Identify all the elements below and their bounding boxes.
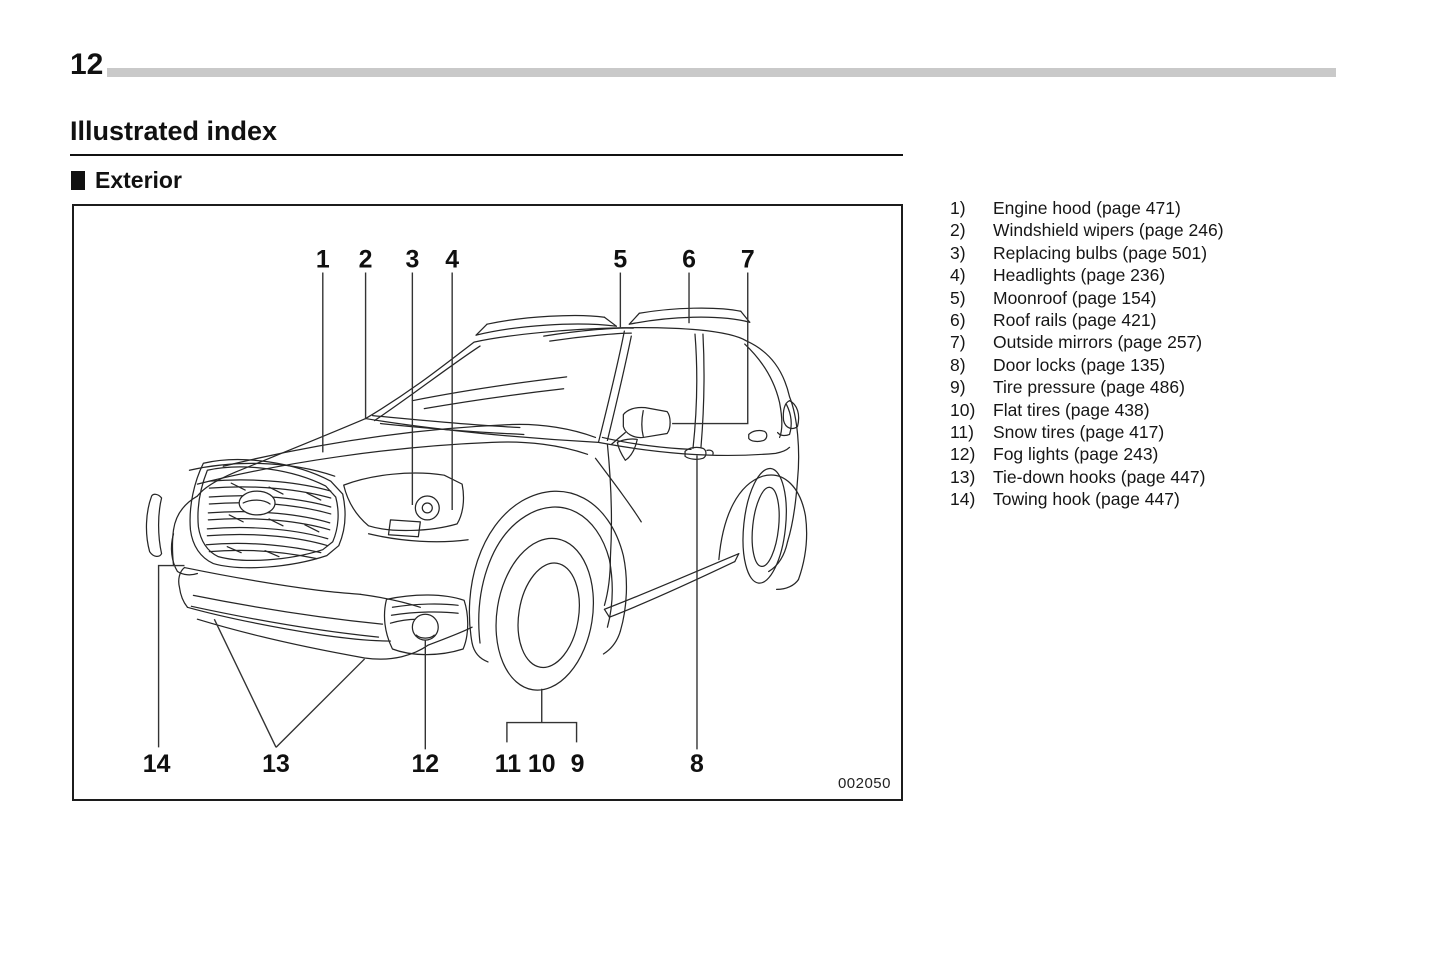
- callout-number: 7: [740, 246, 755, 274]
- callout-number: 6: [682, 246, 696, 274]
- parts-list: [950, 197, 1224, 511]
- part-number: 9): [950, 377, 966, 398]
- list-item: [950, 466, 1224, 488]
- part-label: Door locks (page 135): [993, 354, 1166, 375]
- header-bar: [107, 68, 1336, 77]
- list-item: [950, 242, 1224, 264]
- part-label: Tie-down hooks (page 447): [993, 466, 1206, 487]
- figure-code: 002050: [837, 775, 891, 792]
- list-item: [950, 287, 1224, 309]
- part-label: Moonroof (page 154): [993, 287, 1157, 308]
- list-item: [950, 197, 1224, 219]
- part-number: 8): [950, 354, 966, 375]
- list-item: [950, 354, 1224, 376]
- part-number: 11): [950, 422, 974, 443]
- callout-number: 1: [315, 246, 330, 274]
- figure-box: [72, 204, 903, 801]
- part-label: Fog lights (page 243): [993, 444, 1159, 465]
- list-item: [950, 331, 1224, 353]
- callout-number: 9: [570, 751, 585, 779]
- section-square-icon: [71, 171, 85, 190]
- callout-number: 14: [142, 751, 171, 779]
- part-label: Headlights (page 236): [993, 265, 1166, 286]
- part-number: 12): [950, 444, 976, 465]
- part-label: Outside mirrors (page 257): [993, 332, 1203, 353]
- part-number: 14): [950, 489, 976, 510]
- callout-number: 12: [411, 751, 440, 779]
- part-number: 6): [950, 310, 966, 331]
- car-line-art: [146, 308, 806, 697]
- part-number: 2): [950, 220, 966, 241]
- part-number: 5): [950, 287, 966, 308]
- callout-number: 11: [494, 751, 522, 779]
- part-label: Replacing bulbs (page 501): [993, 242, 1208, 263]
- list-item: [950, 443, 1224, 465]
- part-number: 3): [950, 242, 966, 263]
- section-heading: [71, 167, 182, 194]
- callout-numbers: [143, 247, 755, 779]
- car-exterior-diagram: [74, 206, 901, 799]
- list-item: [950, 488, 1224, 510]
- list-item: [950, 264, 1224, 286]
- part-number: 13): [950, 466, 976, 487]
- page-number: 12: [70, 48, 104, 81]
- callout-number: 4: [445, 246, 460, 274]
- part-label: Tire pressure (page 486): [993, 377, 1185, 398]
- page-title: Illustrated index: [70, 116, 903, 156]
- part-label: Engine hood (page 471): [993, 198, 1181, 218]
- part-label: Towing hook (page 447): [993, 489, 1180, 510]
- list-item: [950, 421, 1224, 443]
- list-item: [950, 219, 1224, 241]
- callout-number: 3: [405, 246, 420, 274]
- callout-number: 8: [690, 751, 704, 779]
- part-label: Windshield wipers (page 246): [993, 220, 1224, 241]
- callout-number: 2: [358, 246, 373, 274]
- part-number: 7): [950, 332, 966, 353]
- list-item: [950, 376, 1224, 398]
- callout-number: 13: [262, 751, 290, 779]
- list-item: [950, 399, 1224, 421]
- section-label: Exterior: [95, 167, 182, 193]
- part-number: 4): [950, 265, 966, 286]
- part-number: 1): [950, 198, 966, 218]
- callout-number: 10: [527, 751, 556, 779]
- part-label: Flat tires (page 438): [993, 399, 1150, 420]
- part-label: Snow tires (page 417): [993, 422, 1165, 443]
- list-item: [950, 309, 1224, 331]
- part-label: Roof rails (page 421): [993, 310, 1157, 331]
- part-number: 10): [950, 399, 976, 420]
- callout-number: 5: [613, 246, 628, 274]
